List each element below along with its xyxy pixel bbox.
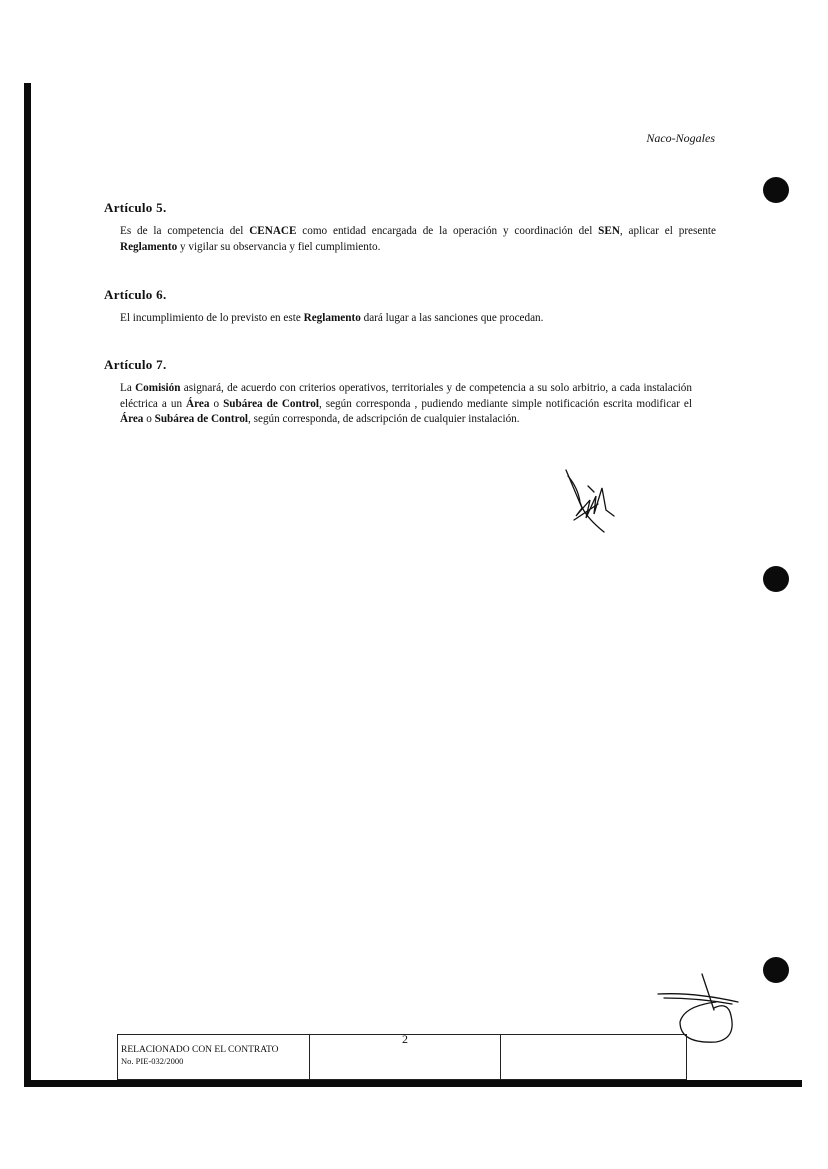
footer-reference-line1: RELACIONADO CON EL CONTRATO — [121, 1045, 279, 1055]
article-7-title: Artículo 7. — [104, 357, 167, 372]
text-run: como entidad encargada de la operación y coordinación del — [296, 225, 599, 237]
bold-term: Subárea de Control — [154, 413, 249, 425]
text-run: El incumplimiento de lo previsto en este — [120, 312, 304, 324]
article-6-title: Artículo 6. — [104, 287, 167, 302]
punch-hole-bottom — [763, 957, 789, 983]
footer-reference-table — [117, 1034, 687, 1080]
text-run: asignará, de acuerdo con criterios operativos, territoriales y de competencia a su solo arbitrio, a cada instalación eléctrica a un — [120, 382, 692, 410]
punch-hole-top — [763, 177, 789, 203]
text-run: o — [143, 413, 155, 425]
footer-reference-cell — [118, 1035, 310, 1080]
bold-term: Subárea de Control — [223, 397, 319, 410]
text-run: dará lugar a las sanciones que procedan. — [360, 312, 544, 324]
article-5-body — [120, 224, 716, 255]
article-6-body — [120, 311, 716, 327]
punch-hole-middle — [763, 566, 789, 592]
bold-term: Comisión — [135, 382, 181, 394]
text-run: , según corresponda , pudiendo mediante simple notificación escrita modificar el — [318, 397, 693, 410]
page-header-title: Naco-Nogales — [646, 131, 715, 145]
bold-term: CENACE — [249, 225, 297, 237]
scan-border-left — [24, 83, 31, 1087]
text-run: , aplicar el presente — [619, 225, 716, 237]
text-run: La — [120, 382, 136, 394]
footer-empty-cell — [501, 1035, 687, 1080]
footer-page-cell — [310, 1032, 501, 1080]
article-6 — [104, 287, 716, 327]
text-run: , según corresponda, de adscripción de cualquier instalación. — [248, 413, 520, 425]
bold-term: Reglamento — [120, 240, 178, 253]
signature-initials — [560, 466, 620, 536]
article-7 — [104, 357, 716, 428]
text-run: o — [209, 397, 224, 410]
scan-border-bottom — [24, 1080, 802, 1087]
bold-term: SEN — [598, 225, 620, 237]
bold-term: Reglamento — [303, 312, 361, 324]
page-number: 2 — [402, 1032, 408, 1046]
footer-reference-line2: No. PIE-032/2000 — [121, 1056, 184, 1066]
article-5 — [104, 200, 716, 255]
article-5-title: Artículo 5. — [104, 200, 167, 215]
bold-term: Área — [186, 397, 210, 410]
bold-term: Área — [120, 413, 144, 425]
article-7-body — [120, 381, 692, 428]
text-run: Es de la competencia del — [120, 225, 250, 237]
text-run: y vigilar su observancia y fiel cumplimiento. — [177, 240, 381, 253]
